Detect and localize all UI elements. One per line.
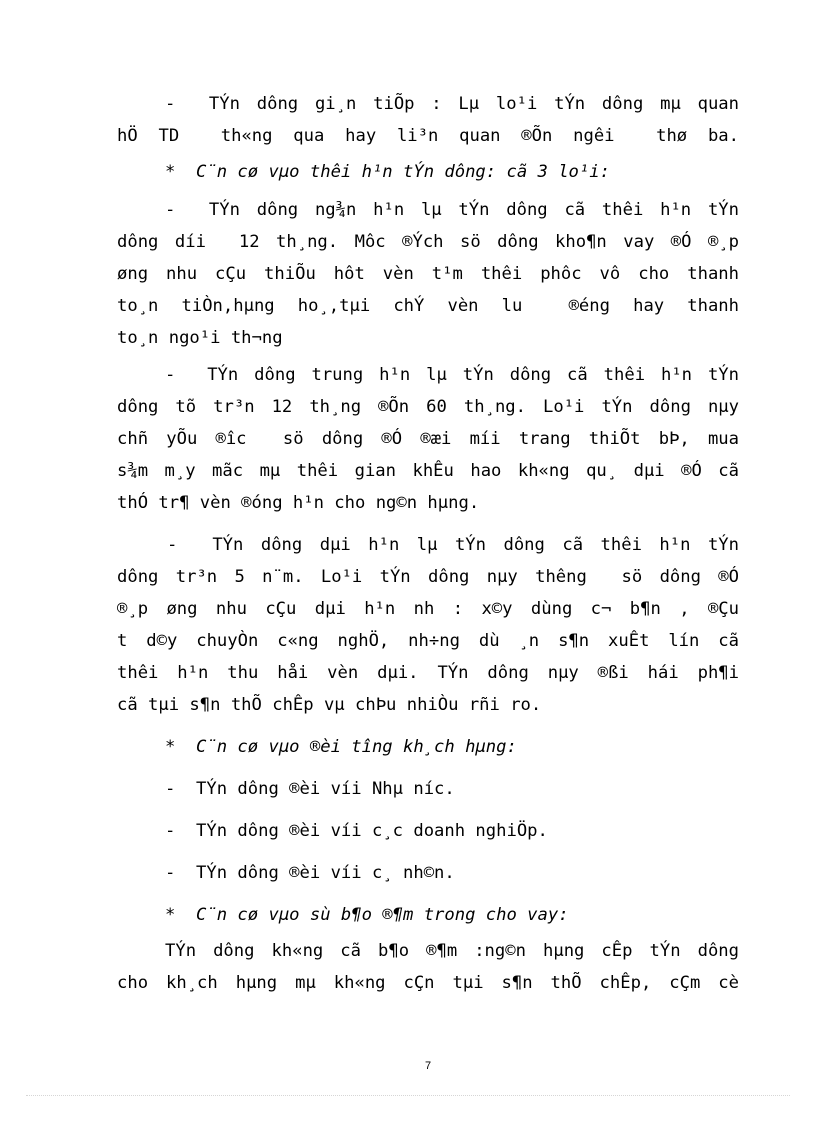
text-line: - TÝn dông gi¸n tiÕp : Lµ lo¹i tÝn dông mµ quan	[165, 94, 739, 114]
text-line: dông tr³n 5 n¨m. Lo¹i tÝn dông nµy thêng sö dông ®Ó	[117, 567, 739, 587]
text-line: hÖ TD th«ng qua hay li³n quan ®Õn ngêi thø ba.	[117, 126, 739, 146]
list-item: - TÝn dông ®èi víi c¸c doanh nghiÖp.	[165, 821, 548, 841]
list-item: - TÝn dông ®èi víi Nhµ níc.	[165, 779, 455, 799]
text-line: t d©y chuyÒn c«ng nghÖ, nh÷ng dù ¸n s¶n xuÊt lín cã	[117, 631, 739, 651]
text-line: TÝn dông kh«ng cã b¶o ®¶m :ng©n hµng cÊp tÝn dông	[165, 941, 739, 961]
list-item: - TÝn dông ®èi víi c¸ nh©n.	[165, 863, 455, 883]
section-heading: * C¨n cø vµo sù b¶o ®¶m trong cho vay:	[165, 905, 569, 925]
text-line: - TÝn dông trung h¹n lµ tÝn dông cã thêi h¹n tÝn	[165, 365, 739, 385]
text-line: s¾m m¸y mãc mµ thêi gian khÊu hao kh«ng qu¸ dµi ®Ó cã	[117, 461, 739, 481]
text-line: chñ yÕu ®îc sö dông ®Ó ®æi míi trang thiÕt bÞ, mua	[117, 429, 739, 449]
page-bottom-divider	[26, 1095, 790, 1096]
text-line: øng nhu cÇu thiÕu hôt vèn t¹m thêi phôc vô cho thanh	[117, 264, 739, 284]
text-line: to¸n tiÒn,hµng ho¸,tµi chÝ vèn lu ®éng hay thanh	[117, 296, 739, 316]
section-heading: * C¨n cø vµo ®èi tîng kh¸ch hµng:	[165, 737, 517, 757]
text-line: thÓ tr¶ vèn ®óng h¹n cho ng©n hµng.	[117, 493, 480, 513]
text-line: dông tõ tr³n 12 th¸ng ®Õn 60 th¸ng. Lo¹i tÝn dông nµy	[117, 397, 739, 417]
page-number: 7	[424, 1060, 432, 1072]
text-line: cã tµi s¶n thÕ chÊp vµ chÞu nhiÒu rñi ro.	[117, 695, 542, 715]
text-line: thêi h¹n thu håi vèn dµi. TÝn dông nµy ®ßi hái ph¶i	[117, 663, 739, 683]
text-line: cho kh¸ch hµng mµ kh«ng cÇn tµi s¶n thÕ chÊp, cÇm cè	[117, 973, 739, 993]
text-line: - TÝn dông ng¾n h¹n lµ tÝn dông cã thêi h¹n tÝn	[165, 200, 739, 220]
text-line: dông díi 12 th¸ng. Môc ®Ých sö dông kho¶n vay ®Ó ®¸p	[117, 232, 739, 252]
text-line: ®¸p øng nhu cÇu dµi h¹n nh : x©y dùng c¬ b¶n , ®Çu	[117, 599, 739, 619]
text-line: - TÝn dông dµi h¹n lµ tÝn dông cã thêi h¹n tÝn	[167, 535, 739, 555]
text-line: to¸n ngo¹i th¬ng	[117, 328, 283, 348]
section-heading: * C¨n cø vµo thêi h¹n tÝn dông: cã 3 lo¹i:	[165, 162, 610, 182]
